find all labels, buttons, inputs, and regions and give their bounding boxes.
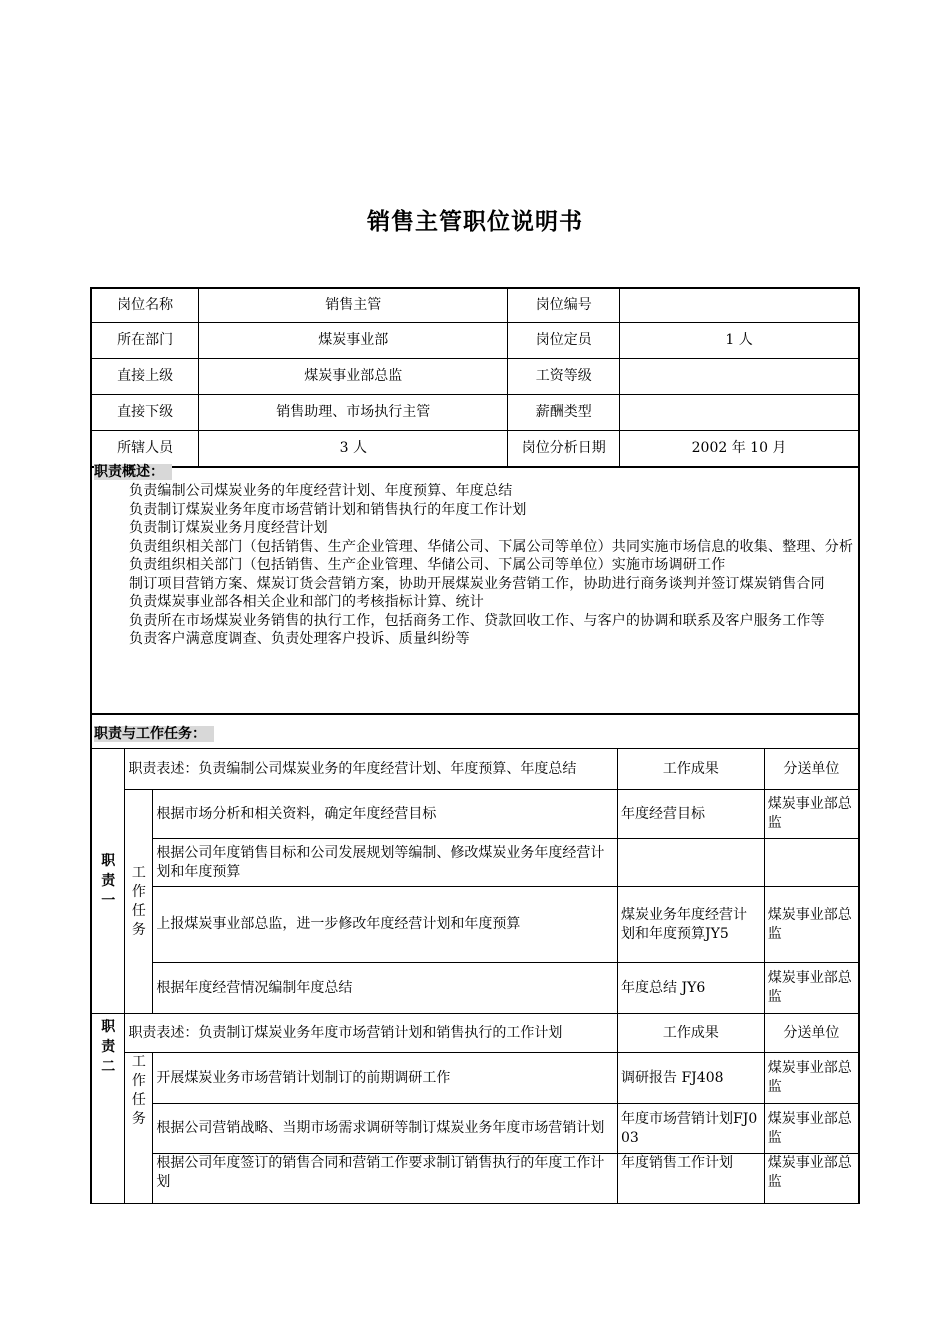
task-label: 工作任务: [125, 790, 153, 1014]
info-row: [91, 395, 859, 431]
info-value: [620, 359, 859, 395]
info-label: 所在部门: [91, 323, 199, 359]
summary-item: 负责客户满意度调查、负责处理客户投诉、质量纠纷等: [129, 631, 470, 647]
task-result: 调研报告 FJ408: [618, 1053, 765, 1104]
info-label: 工资等级: [508, 359, 620, 395]
info-row: [91, 323, 859, 359]
tasks-section-header: [90, 715, 860, 748]
position-info-table: [90, 287, 860, 468]
summary-item: 负责煤炭事业部各相关企业和部门的考核指标计算、统计: [129, 594, 484, 610]
task-dest: 煤炭事业部总监: [764, 1053, 859, 1104]
summary-item: 负责编制公司煤炭业务的年度经营计划、年度预算、年度总结: [129, 483, 513, 499]
info-value: 2002 年 10 月: [620, 431, 859, 467]
summary-item: 负责组织相关部门（包括销售、生产企业管理、华储公司、下属公司等单位）共同实施市场信息的收集、整理、分析: [129, 538, 854, 555]
duty-label: 职责二: [91, 1014, 125, 1204]
info-label: 所辖人员: [91, 431, 199, 467]
task-row: [91, 839, 859, 887]
summary-list: [92, 482, 858, 649]
col-dest-header: 分送单位: [764, 1014, 859, 1053]
task-label: 工作任务: [125, 1053, 153, 1204]
summary-item: 负责制订煤炭业务月度经营计划: [129, 520, 328, 536]
task-result: 年度总结 JY6: [618, 963, 765, 1014]
duty-summary-section: [90, 462, 860, 715]
info-value: 3 人: [199, 431, 508, 467]
task-text: 根据公司年度签订的销售合同和营销工作要求制订销售执行的年度工作计划: [153, 1154, 618, 1204]
summary-item: 负责制订煤炭业务年度市场营销计划和销售执行的年度工作计划: [129, 501, 527, 518]
info-value: 销售主管: [199, 288, 508, 323]
task-result: 年度市场营销计划FJ003: [618, 1104, 765, 1154]
info-value: 煤炭事业部总监: [199, 359, 508, 395]
info-label: 岗位编号: [508, 288, 620, 323]
task-dest: [764, 839, 859, 887]
task-row: [91, 790, 859, 839]
task-text: 开展煤炭业务市场营销计划制订的前期调研工作: [153, 1053, 618, 1104]
summary-item: 负责组织相关部门（包括销售、生产企业管理、华储公司、下属公司等单位）实施市场调研工作: [129, 557, 726, 573]
summary-item: 制订项目营销方案、煤炭订货会营销方案，协助开展煤炭业务营销工作，协助进行商务谈判并签订煤炭销售合同: [129, 575, 825, 592]
task-result: [618, 839, 765, 887]
duty-desc: 职责表述：负责编制公司煤炭业务的年度经营计划、年度预算、年度总结: [125, 749, 618, 790]
info-row: [91, 288, 859, 323]
info-value: [620, 395, 859, 431]
col-dest-header: 分送单位: [764, 749, 859, 790]
tasks-heading: 职责与工作任务：: [94, 726, 214, 742]
info-label: 岗位名称: [91, 288, 199, 323]
task-text: 根据公司年度销售目标和公司发展规划等编制、修改煤炭业务年度经营计划和年度预算: [153, 839, 618, 887]
task-text: 根据市场分析和相关资料，确定年度经营目标: [153, 790, 618, 839]
col-result-header: 工作成果: [618, 749, 765, 790]
task-result: 煤炭业务年度经营计划和年度预算JY5: [618, 887, 765, 963]
info-label: 薪酬类型: [508, 395, 620, 431]
duties-table: [90, 748, 860, 1204]
info-value: 1 人: [620, 323, 859, 359]
info-label: 直接下级: [91, 395, 199, 431]
duty-desc-row: [91, 1014, 859, 1053]
task-row: [91, 1104, 859, 1154]
task-dest: 煤炭事业部总监: [764, 790, 859, 839]
task-dest: 煤炭事业部总监: [764, 1154, 859, 1204]
info-label: 直接上级: [91, 359, 199, 395]
summary-item: 负责所在市场煤炭业务销售的执行工作，包括商务工作、贷款回收工作、与客户的协调和联系及客户服务工作等: [129, 612, 825, 629]
task-row: [91, 963, 859, 1014]
info-value: 煤炭事业部: [199, 323, 508, 359]
task-result: 年度经营目标: [618, 790, 765, 839]
task-result: 年度销售工作计划: [618, 1154, 765, 1204]
task-dest: 煤炭事业部总监: [764, 1104, 859, 1154]
task-row: [91, 887, 859, 963]
info-label: 岗位定员: [508, 323, 620, 359]
duty-desc-row: [91, 749, 859, 790]
info-row: [91, 359, 859, 395]
info-value: 销售助理、市场执行主管: [199, 395, 508, 431]
task-text: 上报煤炭事业部总监，进一步修改年度经营计划和年度预算: [153, 887, 618, 963]
task-text: 根据年度经营情况编制年度总结: [153, 963, 618, 1014]
col-result-header: 工作成果: [618, 1014, 765, 1053]
task-dest: 煤炭事业部总监: [764, 963, 859, 1014]
info-value: [620, 288, 859, 323]
summary-heading: 职责概述：: [94, 464, 172, 480]
document-title: 销售主管职位说明书: [367, 209, 583, 235]
duty-desc: 职责表述：负责制订煤炭业务年度市场营销计划和销售执行的工作计划: [125, 1014, 618, 1053]
task-dest: 煤炭事业部总监: [764, 887, 859, 963]
info-label: 岗位分析日期: [508, 431, 620, 467]
task-text: 根据公司营销战略、当期市场需求调研等制订煤炭业务年度市场营销计划: [153, 1104, 618, 1154]
task-row: [91, 1154, 859, 1204]
task-row: [91, 1053, 859, 1104]
duty-label: 职责一: [91, 749, 125, 1014]
